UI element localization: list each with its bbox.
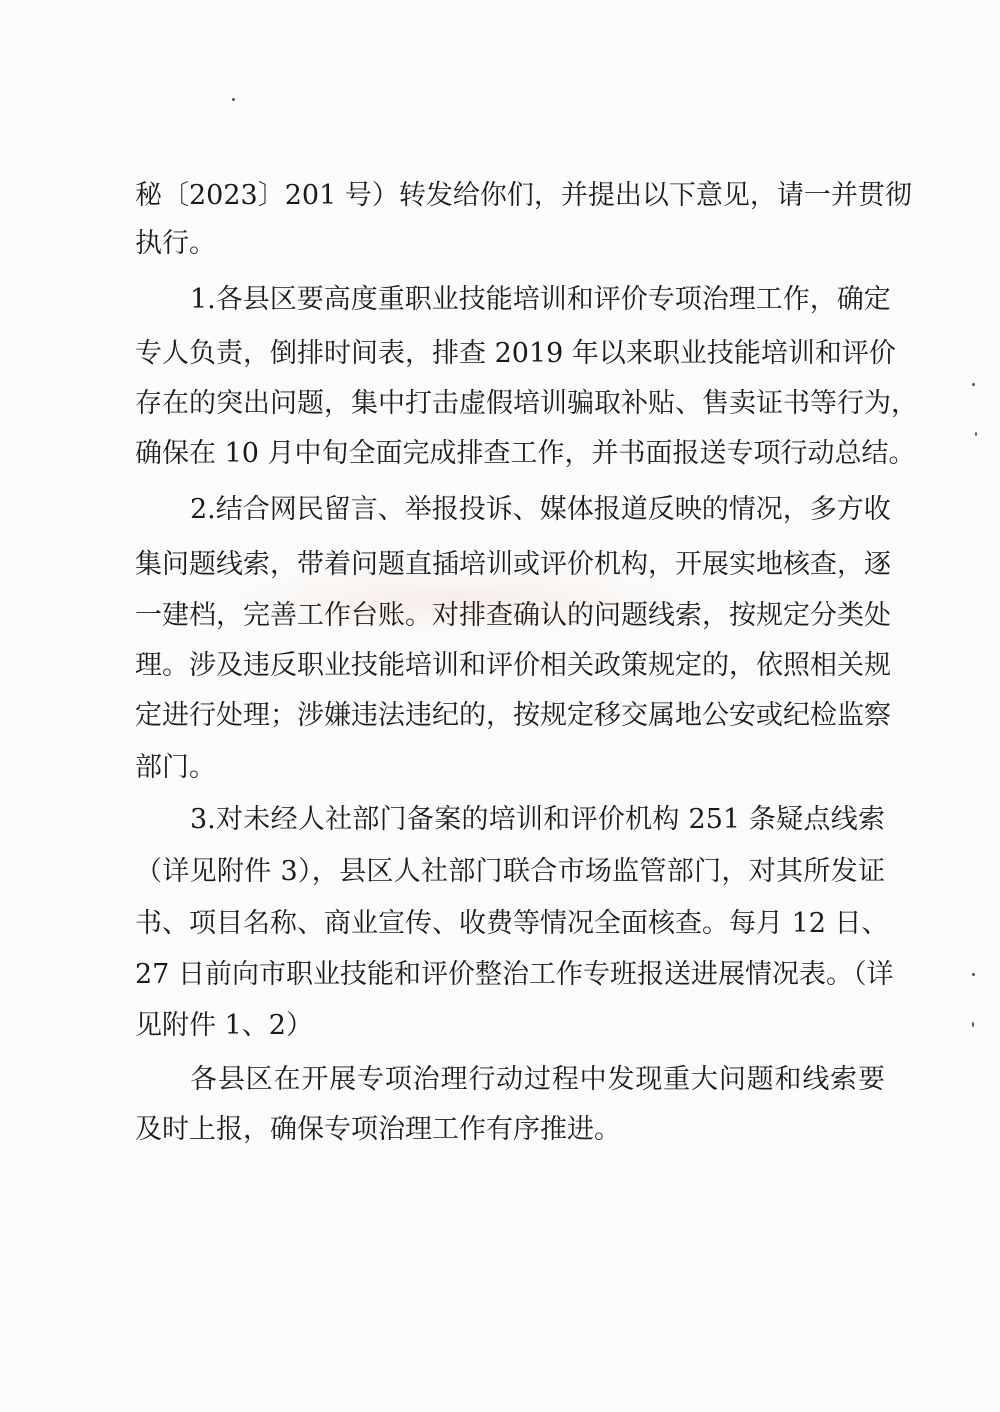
text-line: 书、项目名称、商业宣传、收费等情况全面核查。每月 12 日、 bbox=[135, 908, 889, 939]
text-line: 27 日前向市职业技能和评价整治工作专班报送进展情况表。（详 bbox=[135, 959, 894, 990]
scan-speck bbox=[232, 98, 235, 101]
text-line: 定进行处理；涉嫌违法违纪的，按规定移交属地公安或纪检监察 bbox=[135, 700, 891, 731]
text-line: 存在的突出问题，集中打击虚假培训骗取补贴、售卖证书等行为， bbox=[135, 388, 918, 419]
paragraph-2-line: 2.结合网民留言、举报投诉、媒体报道反映的情况，多方收 bbox=[190, 494, 891, 525]
scan-speck bbox=[975, 432, 977, 436]
text-line: 集问题线索，带着问题直插培训或评价机构，开展实地核查，逐 bbox=[135, 549, 891, 580]
text-line: 部门。 bbox=[135, 752, 216, 783]
text-line: 确保在 10 月中旬全面完成排查工作，并书面报送专项行动总结。 bbox=[135, 438, 916, 469]
scan-speck bbox=[972, 973, 975, 976]
text-line: 见附件 1、2） bbox=[135, 1010, 313, 1041]
text-line: （详见附件 3），县区人社部门联合市场监管部门，对其所发证 bbox=[135, 856, 885, 887]
text-line: 执行。 bbox=[135, 228, 216, 259]
text-line: 秘〔2023〕201 号）转发给你们，并提出以下意见，请一并贯彻 bbox=[135, 180, 912, 211]
text-line: 及时上报，确保专项治理工作有序推进。 bbox=[135, 1114, 621, 1145]
text-line: 专人负责，倒排时间表，排查 2019 年以来职业技能培训和评价 bbox=[135, 338, 896, 369]
paragraph-4-line: 各县区在开展专项治理行动过程中发现重大问题和线索要 bbox=[190, 1064, 885, 1095]
paragraph-3-line: 3.对未经人社部门备案的培训和评价机构 251 条疑点线索 bbox=[190, 804, 885, 835]
scan-speck bbox=[972, 1022, 974, 1027]
text-line: 理。涉及违反职业技能培训和评价相关政策规定的，依照相关规 bbox=[135, 650, 891, 681]
paragraph-1-line: 1.各县区要高度重职业技能培训和评价专项治理工作，确定 bbox=[190, 284, 891, 315]
text-line: 一建档，完善工作台账。对排查确认的问题线索，按规定分类处 bbox=[135, 600, 891, 631]
scan-speck bbox=[972, 383, 975, 386]
